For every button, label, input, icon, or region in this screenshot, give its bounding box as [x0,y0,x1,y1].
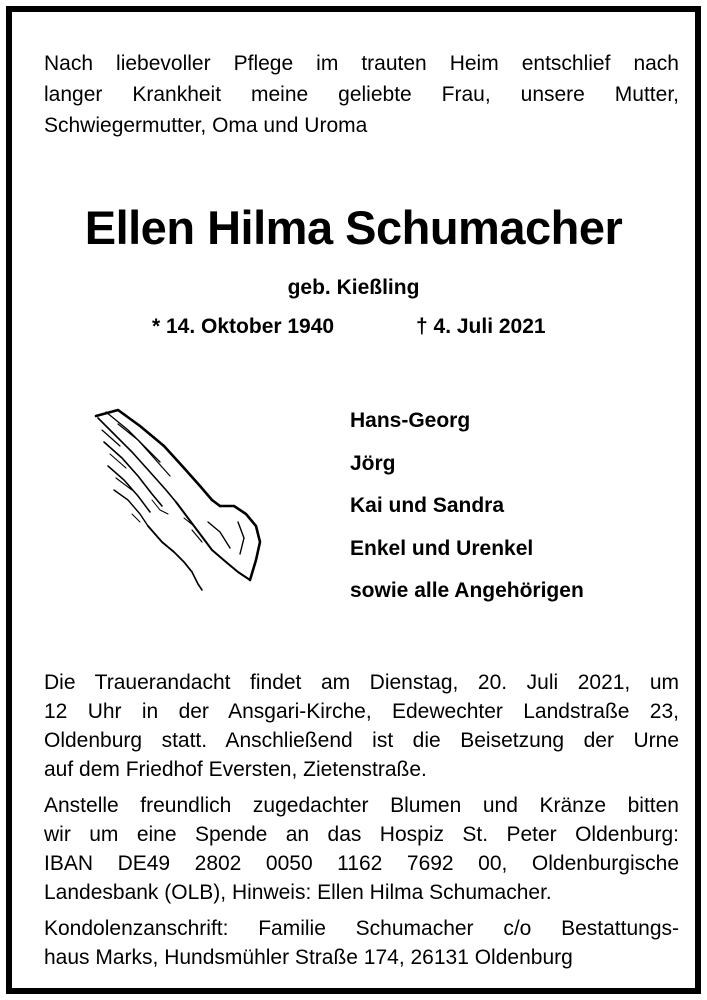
mourner-name: Hans-Georg [350,409,471,432]
service-paragraph [44,668,679,784]
donation-line: Landesbank (OLB), Hinweis: Ellen Hilma Schumacher. [44,881,552,904]
intro-line: Nach liebevoller Pflege im trauten Heim entschlief nach [44,52,679,75]
condolence-line: haus Marks, Hundsmühler Straße 174, 26131 Oldenburg [44,946,573,969]
donation-paragraph [44,791,679,907]
donation-line: Anstelle freundlich zugedachter Blumen und Kränze bitten [44,794,679,817]
service-line: auf dem Friedhof Eversten, Zietenstraße. [44,758,427,781]
maiden-name: geb. Kießling [287,276,420,299]
birth-date: * 14. Oktober 1940 [152,315,335,338]
service-line: 12 Uhr in der Ansgari-Kirche, Edewechter Landstraße 23, [44,700,679,723]
mourner-name: Kai und Sandra [350,494,505,517]
mourner-name: Enkel und Urenkel [350,536,534,560]
service-line: Oldenburg statt. Anschließend ist die Beisetzung der Urne [44,729,679,752]
death-date: † 4. Juli 2021 [416,315,546,338]
mourners-list [350,400,584,613]
service-line: Die Trauerandacht findet am Dienstag, 20. Juli 2021, um [44,671,679,694]
intro-line: langer Krankheit meine geliebte Frau, unsere Mutter, [44,83,679,106]
mourner-name: Jörg [350,451,396,475]
donation-line: IBAN DE49 2802 0050 1162 7692 00, Oldenburgische [44,852,679,875]
intro-text [44,48,679,141]
donation-line: wir um eine Spende an das Hospiz St. Peter Oldenburg: [44,823,679,846]
mourner-name: sowie alle Angehörigen [350,579,584,602]
deceased-name: Ellen Hilma Schumacher [84,201,623,254]
obituary-frame [6,6,701,994]
condolence-paragraph [44,914,679,972]
praying-hands-icon [88,402,264,592]
intro-line: Schwiegermutter, Oma und Uroma [44,114,368,137]
condolence-line: Kondolenzanschrift: Familie Schumacher c/o Bestattungs- [44,917,679,940]
